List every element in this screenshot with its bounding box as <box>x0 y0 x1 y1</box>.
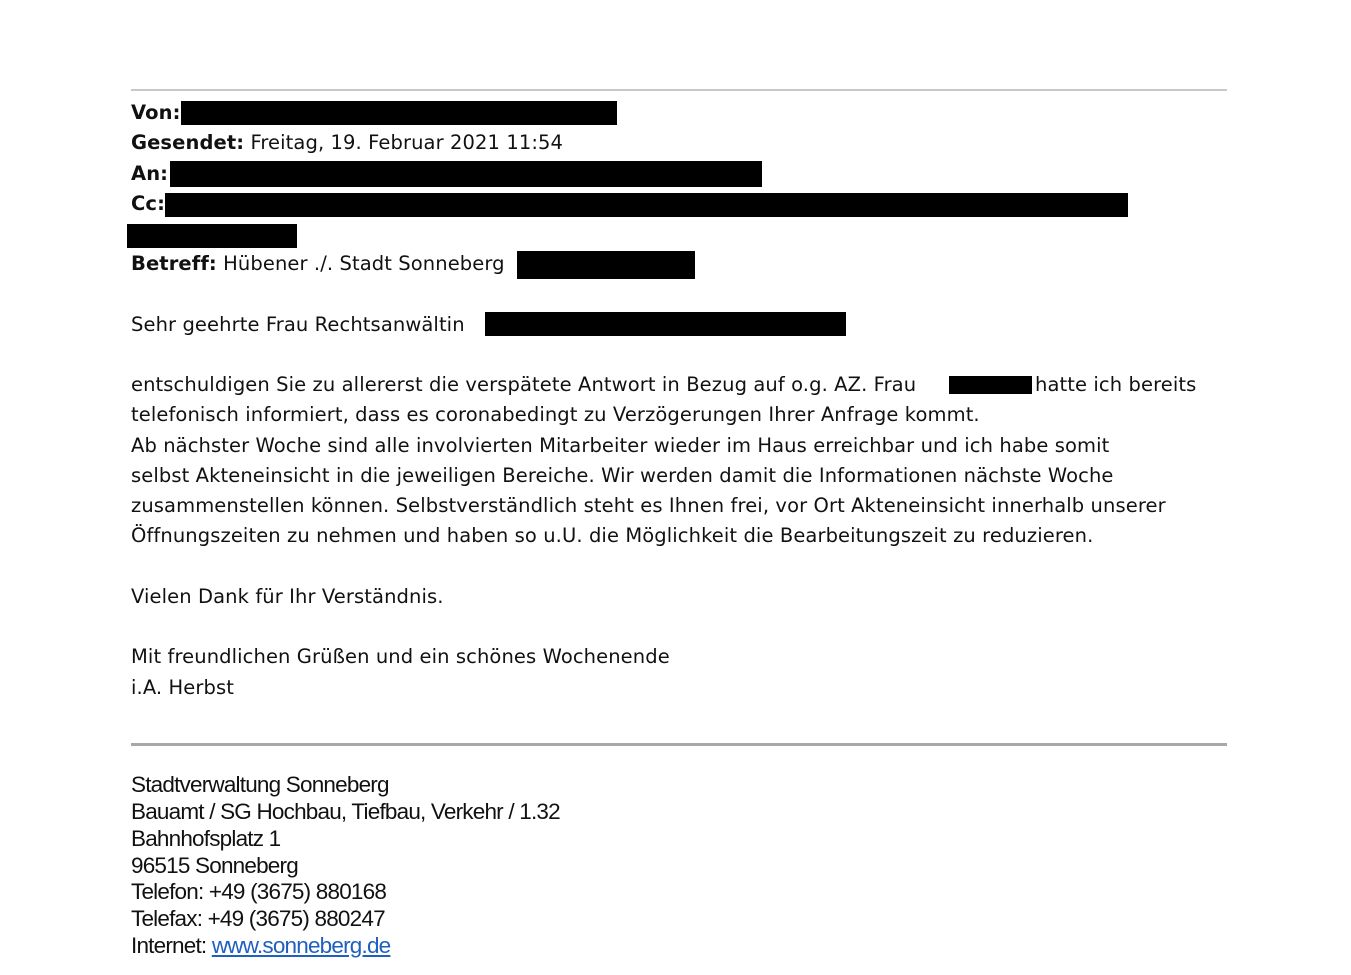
redacted-sender <box>181 101 617 125</box>
sent-label: Gesendet: <box>131 131 245 154</box>
signature-org: Stadtverwaltung Sonneberg <box>131 772 389 797</box>
cc-label: Cc: <box>131 192 165 215</box>
signature-dept: Bauamt / SG Hochbau, Tiefbau, Verkehr / 1.32 <box>131 799 560 824</box>
subject-row <box>131 249 505 279</box>
from-label: Von: <box>131 101 181 124</box>
redacted-cc-continued <box>127 224 297 248</box>
thanks-line: Vielen Dank für Ihr Verständnis. <box>131 585 444 608</box>
to-label: An: <box>131 162 169 185</box>
header-separator-top <box>131 89 1227 91</box>
to-row <box>131 159 168 189</box>
internet-label: Internet: <box>131 933 207 958</box>
subject-value: Hübener ./. Stadt Sonneberg <box>223 252 505 275</box>
from-row <box>131 98 181 128</box>
signature-internet <box>131 932 390 959</box>
cc-row <box>131 189 165 219</box>
body-line-6: Öffnungszeiten zu nehmen und haben so u.U. die Möglichkeit die Bearbeitungszeit zu reduzieren. <box>131 524 1094 547</box>
subject-label: Betreff: <box>131 252 217 275</box>
body-line-1b: hatte ich bereits <box>1035 373 1197 396</box>
redacted-lawyer-name <box>485 312 846 336</box>
redacted-cc <box>165 193 1128 217</box>
website-link[interactable]: www.sonneberg.de <box>211 933 391 958</box>
sent-value: Freitag, 19. Februar 2021 11:54 <box>250 131 564 154</box>
body-line-2: telefonisch informiert, dass es coronabedingt zu Verzögerungen Ihrer Anfrage kommt. <box>131 403 980 426</box>
redacted-subject-reference <box>517 251 695 279</box>
redacted-person-name <box>949 376 1032 394</box>
body-line-5: zusammenstellen können. Selbstverständlich steht es Ihnen frei, vor Ort Akteneinsicht innerhalb unserer <box>131 494 1166 517</box>
signature-phone: Telefon: +49 (3675) 880168 <box>131 879 387 904</box>
closing-line: Mit freundlichen Grüßen und ein schönes Wochenende <box>131 645 670 668</box>
body-line-1a: entschuldigen Sie zu allererst die verspätete Antwort in Bezug auf o.g. AZ. Frau <box>131 373 917 396</box>
body-line-4: selbst Akteneinsicht in die jeweiligen Bereiche. Wir werden damit die Informationen nächste Woche <box>131 464 1114 487</box>
signature-city: 96515 Sonneberg <box>131 853 298 878</box>
body-line-3: Ab nächster Woche sind alle involvierten Mitarbeiter wieder im Haus erreichbar und ich habe somit <box>131 434 1110 457</box>
signature-fax: Telefax: +49 (3675) 880247 <box>131 906 385 931</box>
signature-street: Bahnhofsplatz 1 <box>131 826 281 851</box>
salutation: Sehr geehrte Frau Rechtsanwältin <box>131 313 465 336</box>
sent-row <box>131 128 563 158</box>
signature-separator <box>131 743 1227 746</box>
signer-line: i.A. Herbst <box>131 676 234 699</box>
redacted-recipient <box>170 161 762 187</box>
